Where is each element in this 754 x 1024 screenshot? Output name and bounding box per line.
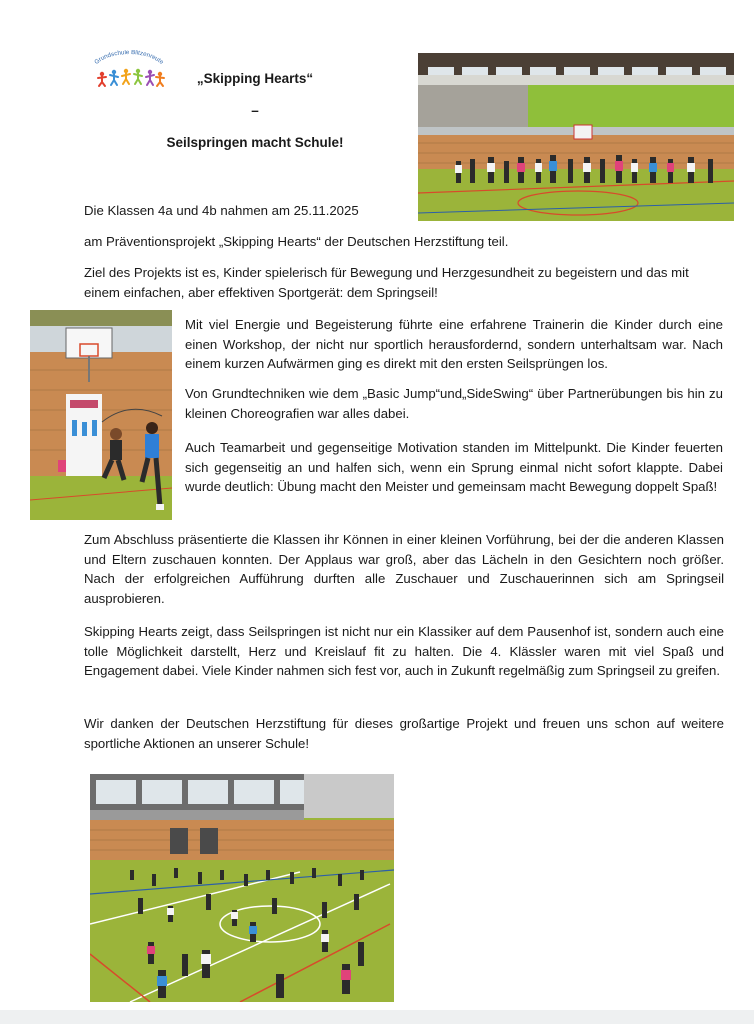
page-bottom-bar bbox=[0, 1010, 754, 1024]
paragraph-teamwork: Auch Teamarbeit und gegenseitige Motivation standen im Mittelpunkt. Die Kinder feuerten sich gegenseitig an und halfen sich, wenn ein Sprung einmal nicht sofort klappte. Dabei wurde deutlich: Übung macht den Meister und gemeinsam macht Bewegung doppelt Spaß! bbox=[185, 440, 723, 494]
title-line-2: Seilspringen macht Schule! bbox=[166, 135, 344, 150]
paragraph-intro: am Präventionsprojekt „Skipping Hearts“ der Deutschen Herzstiftung teil. bbox=[84, 234, 509, 249]
paragraph-summary: Skipping Hearts zeigt, dass Seilspringen ist nicht nur ein Klassiker auf dem Pausenhof ist, sondern auch eine tolle Möglichkeit darstellt, Herz und Kreislauf fit zu halten. Die 4. Klässler waren mit viel Spaß und Engagement dabei. Viele Kinder nahmen sich fest vor, auch in Zukunft regelmäßig zum Springseil zu greifen. bbox=[84, 624, 724, 678]
paragraph-goal: Ziel des Projekts ist es, Kinder spielerisch für Bewegung und Herzgesundheit zu begeistern und das mit einem einfachen, aber effektiven Sportgerät: dem Springseil! bbox=[84, 265, 689, 300]
paragraph-energy: Mit viel Energie und Begeisterung führte eine erfahrene Trainerin die Kinder durch eine einen Workshop, der nicht nur sportlich herausfordernd, sondern unterhaltsam war. Nach einem kurzen Aufwärmen ging es direkt mit den ersten Seilsprüngen los. bbox=[185, 317, 723, 371]
photo-girls-skipping bbox=[30, 310, 172, 520]
paragraph-final-show: Zum Abschluss präsentierte die Klassen ihr Können in einer kleinen Vorführung, bei der die anderen Klassen und Eltern zuschauen konnten. Der Applaus war groß, aber das Lächeln in den Gesichtern noch größer. Nach der erfolgreichen Aufführung durften alle Zuschauer und Zuschauerinnen sich am Springseil ausprobieren. bbox=[84, 532, 724, 606]
title-dash: – bbox=[251, 103, 259, 118]
logo-text: Grundschule Blitzenreute bbox=[93, 50, 165, 66]
photo-gym-overview bbox=[90, 774, 394, 1002]
article-title bbox=[150, 70, 360, 152]
title-line-1: „Skipping Hearts“ bbox=[196, 71, 314, 86]
paragraph-date: Die Klassen 4a und 4b nahmen am 25.11.2025 bbox=[84, 203, 359, 218]
paragraph-thanks: Wir danken der Deutschen Herzstiftung für dieses großartige Projekt und freuen uns schon auf weitere sportliche Aktionen an unserer Schule! bbox=[84, 716, 724, 751]
paragraph-basic-jump: Von Grundtechniken wie dem „Basic Jump“und„SideSwing“ über Partnerübungen bis hin zu kleinen Choreografien war alles dabei. bbox=[185, 386, 723, 421]
photo-gym-hall-group bbox=[418, 53, 734, 221]
